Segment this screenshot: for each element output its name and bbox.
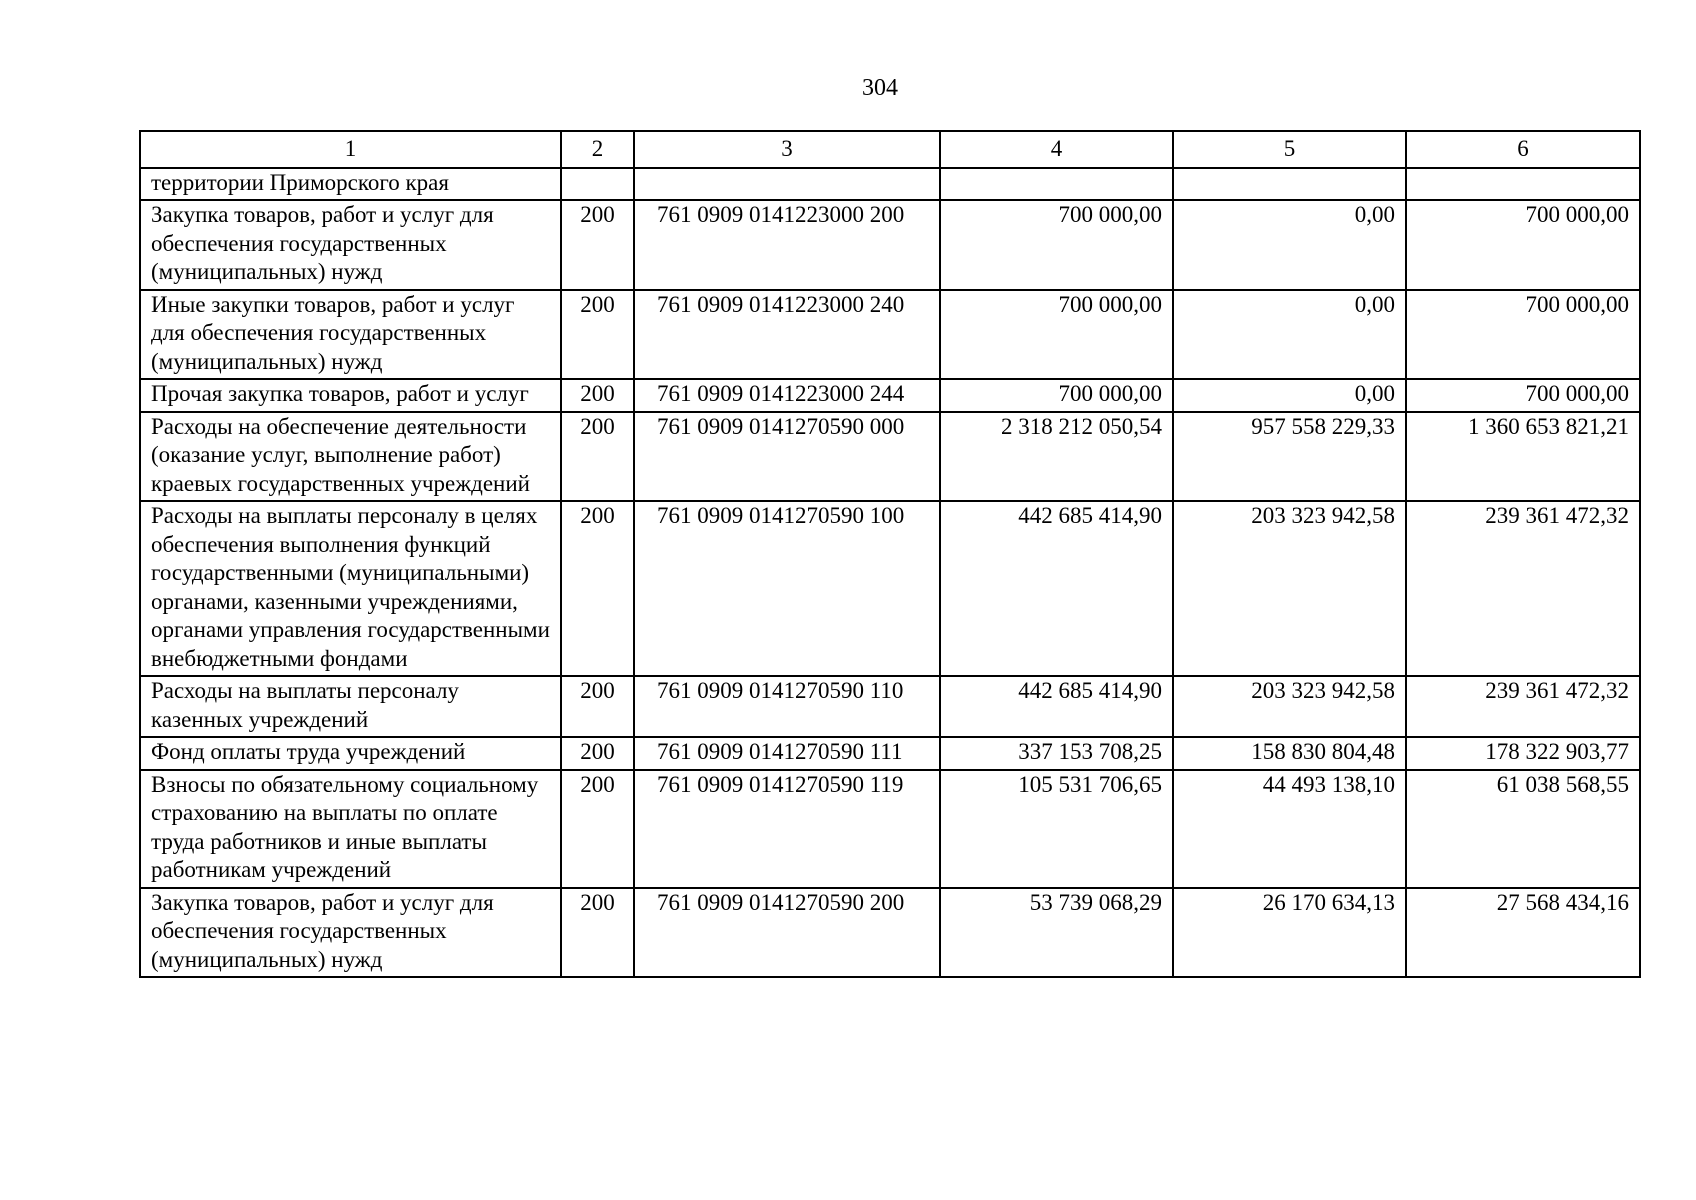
classification-cell <box>634 168 940 201</box>
amount-col5-cell: 0,00 <box>1173 379 1406 412</box>
amount-col6-cell: 61 038 568,55 <box>1406 770 1640 888</box>
column-header: 3 <box>634 131 940 168</box>
amount-col5-cell: 957 558 229,33 <box>1173 412 1406 502</box>
amount-col6-cell: 239 361 472,32 <box>1406 501 1640 676</box>
code-cell: 200 <box>561 412 634 502</box>
code-cell: 200 <box>561 888 634 978</box>
code-cell: 200 <box>561 290 634 380</box>
classification-cell: 761 0909 0141270590 100 <box>634 501 940 676</box>
amount-col4-cell: 53 739 068,29 <box>940 888 1173 978</box>
amount-col5-cell: 203 323 942,58 <box>1173 501 1406 676</box>
table-row <box>140 676 1640 737</box>
column-header: 2 <box>561 131 634 168</box>
column-header: 4 <box>940 131 1173 168</box>
classification-cell: 761 0909 0141223000 244 <box>634 379 940 412</box>
amount-col6-cell: 700 000,00 <box>1406 290 1640 380</box>
table-row <box>140 888 1640 978</box>
classification-cell: 761 0909 0141223000 240 <box>634 290 940 380</box>
page-number: 304 <box>862 75 898 101</box>
table-row <box>140 200 1640 290</box>
table-row <box>140 290 1640 380</box>
table-row <box>140 379 1640 412</box>
code-cell: 200 <box>561 770 634 888</box>
expense-name-cell: Расходы на выплаты персоналу в целях обеспечения выполнения функций государственными (муниципальными) органами, казенными учреждениями, органами управления государственными внебюджетными фондами <box>140 501 561 676</box>
amount-col6-cell: 27 568 434,16 <box>1406 888 1640 978</box>
amount-col4-cell: 337 153 708,25 <box>940 737 1173 770</box>
column-header: 1 <box>140 131 561 168</box>
expense-name-cell: Расходы на выплаты персоналу казенных учреждений <box>140 676 561 737</box>
code-cell: 200 <box>561 501 634 676</box>
code-cell <box>561 168 634 201</box>
amount-col6-cell: 1 360 653 821,21 <box>1406 412 1640 502</box>
classification-cell: 761 0909 0141270590 200 <box>634 888 940 978</box>
amount-col5-cell <box>1173 168 1406 201</box>
classification-cell: 761 0909 0141270590 110 <box>634 676 940 737</box>
amount-col4-cell <box>940 168 1173 201</box>
column-header: 5 <box>1173 131 1406 168</box>
amount-col5-cell: 203 323 942,58 <box>1173 676 1406 737</box>
amount-col4-cell: 700 000,00 <box>940 290 1173 380</box>
expense-name-cell: Расходы на обеспечение деятельности (оказание услуг, выполнение работ) краевых государственных учреждений <box>140 412 561 502</box>
amount-col5-cell: 26 170 634,13 <box>1173 888 1406 978</box>
amount-col5-cell: 0,00 <box>1173 290 1406 380</box>
amount-col5-cell: 158 830 804,48 <box>1173 737 1406 770</box>
budget-table <box>139 130 1641 978</box>
classification-cell: 761 0909 0141223000 200 <box>634 200 940 290</box>
code-cell: 200 <box>561 379 634 412</box>
code-cell: 200 <box>561 200 634 290</box>
amount-col5-cell: 44 493 138,10 <box>1173 770 1406 888</box>
table-body <box>140 168 1640 978</box>
amount-col4-cell: 442 685 414,90 <box>940 501 1173 676</box>
expense-name-cell: Взносы по обязательному социальному страхованию на выплаты по оплате труда работников и иные выплаты работникам учреждений <box>140 770 561 888</box>
table-header-row <box>140 131 1640 168</box>
expense-name-cell: Прочая закупка товаров, работ и услуг <box>140 379 561 412</box>
amount-col6-cell <box>1406 168 1640 201</box>
amount-col4-cell: 700 000,00 <box>940 379 1173 412</box>
amount-col6-cell: 239 361 472,32 <box>1406 676 1640 737</box>
expense-name-cell: Закупка товаров, работ и услуг для обеспечения государственных (муниципальных) нужд <box>140 200 561 290</box>
amount-col6-cell: 700 000,00 <box>1406 200 1640 290</box>
amount-col6-cell: 178 322 903,77 <box>1406 737 1640 770</box>
amount-col6-cell: 700 000,00 <box>1406 379 1640 412</box>
expense-name-cell: Фонд оплаты труда учреждений <box>140 737 561 770</box>
amount-col4-cell: 2 318 212 050,54 <box>940 412 1173 502</box>
table-row <box>140 168 1640 201</box>
classification-cell: 761 0909 0141270590 119 <box>634 770 940 888</box>
table-row <box>140 737 1640 770</box>
amount-col4-cell: 700 000,00 <box>940 200 1173 290</box>
amount-col4-cell: 442 685 414,90 <box>940 676 1173 737</box>
amount-col5-cell: 0,00 <box>1173 200 1406 290</box>
table-row <box>140 412 1640 502</box>
table-row <box>140 501 1640 676</box>
expense-name-cell: Иные закупки товаров, работ и услуг для обеспечения государственных (муниципальных) нужд <box>140 290 561 380</box>
table-row <box>140 770 1640 888</box>
code-cell: 200 <box>561 676 634 737</box>
code-cell: 200 <box>561 737 634 770</box>
expense-name-cell: территории Приморского края <box>140 168 561 201</box>
expense-name-cell: Закупка товаров, работ и услуг для обеспечения государственных (муниципальных) нужд <box>140 888 561 978</box>
classification-cell: 761 0909 0141270590 000 <box>634 412 940 502</box>
column-header: 6 <box>1406 131 1640 168</box>
amount-col4-cell: 105 531 706,65 <box>940 770 1173 888</box>
classification-cell: 761 0909 0141270590 111 <box>634 737 940 770</box>
